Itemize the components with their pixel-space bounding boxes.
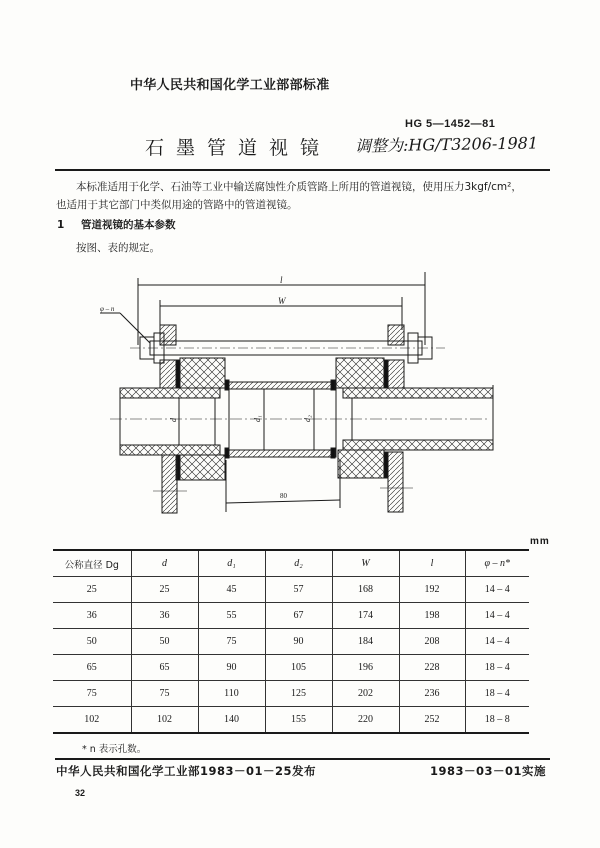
cell: 192 [399,577,465,603]
standard-number: HG 5—1452—81 [405,118,496,130]
intro-line-2: 也适用于其它部门中类似用途的管路中的管道视镜。 [56,199,298,211]
cell: 236 [399,681,465,707]
cell: 208 [399,629,465,655]
table-row [53,681,529,707]
section-number: 1 [57,219,65,231]
header-nominal-diameter: 公称直径 Dg [53,550,131,577]
cell: 65 [53,655,131,681]
table-row [53,577,529,603]
cell: 36 [131,603,198,629]
cell: 18 – 8 [465,707,529,734]
cell: 25 [53,577,131,603]
cell: 45 [198,577,265,603]
table-row [53,655,529,681]
dim-label-d: d [169,418,178,422]
dim-label-l: l [280,275,283,285]
cell: 18 – 4 [465,655,529,681]
issuing-organization: 中华人民共和国化学工业部部标准 [130,78,330,93]
effective-date: 1983－03－01实施 [430,764,547,778]
cell: 168 [332,577,399,603]
page-number: 32 [75,788,86,798]
header-w: W [332,550,399,577]
cell: 202 [332,681,399,707]
dim-label-80: 80 [280,492,287,500]
section-text: 按图、表的规定。 [76,242,160,254]
handwritten-annotation: 调整为:HG/T3206-1981 [354,133,539,156]
cell: 155 [265,707,332,734]
parameters-table [53,549,529,734]
cell: 252 [399,707,465,734]
sight-glass-drawing [100,270,500,520]
cell: 36 [53,603,131,629]
section-heading [57,217,176,232]
cell: 25 [131,577,198,603]
cell: 196 [332,655,399,681]
publication-date: 中华人民共和国化学工业部1983－01－25发布 [56,764,317,778]
cell: 198 [399,603,465,629]
cell: 102 [131,707,198,734]
cell: 14 – 4 [465,629,529,655]
header-d1: d₁ [198,550,265,577]
cell: 102 [53,707,131,734]
table-row [53,629,529,655]
cell: 90 [265,629,332,655]
intro-paragraph [56,178,556,214]
cell: 174 [332,603,399,629]
cell: 228 [399,655,465,681]
dim-label-d2: d₂ [303,415,312,422]
dim-label-d1: d₁ [253,415,262,422]
table-row [53,603,529,629]
dim-label-phi-n: φ – n [100,305,115,313]
table-row [53,707,529,734]
header-d2: d₂ [265,550,332,577]
cell: 75 [131,681,198,707]
document-title: 石墨管道视镜 [145,137,332,159]
cell: 67 [265,603,332,629]
cell: 110 [198,681,265,707]
header-d: d [131,550,198,577]
cell: 57 [265,577,332,603]
cell: 105 [265,655,332,681]
cell: 140 [198,707,265,734]
table-header-row [53,550,529,577]
footer-divider [55,758,550,760]
cell: 75 [198,629,265,655]
cell: 184 [332,629,399,655]
cell: 14 – 4 [465,603,529,629]
cell: 50 [53,629,131,655]
intro-line-1: 本标准适用于化学、石油等工业中输送腐蚀性介质管路上所用的管道视镜，使用压力3kgf/cm²， [76,181,522,193]
cell: 65 [131,655,198,681]
cell: 75 [53,681,131,707]
cell: 55 [198,603,265,629]
cell: 14 – 4 [465,577,529,603]
header-l: l [399,550,465,577]
dim-label-w: W [278,296,286,306]
table-footnote: * n 表示孔数。 [82,744,147,755]
cell: 90 [198,655,265,681]
section-title: 管道视镜的基本参数 [81,219,176,231]
cell: 50 [131,629,198,655]
cell: 18 – 4 [465,681,529,707]
table-unit: mm [530,536,550,547]
header-phi-n: φ – n* [465,550,529,577]
cell: 125 [265,681,332,707]
cell: 220 [332,707,399,734]
header-divider [55,169,550,171]
